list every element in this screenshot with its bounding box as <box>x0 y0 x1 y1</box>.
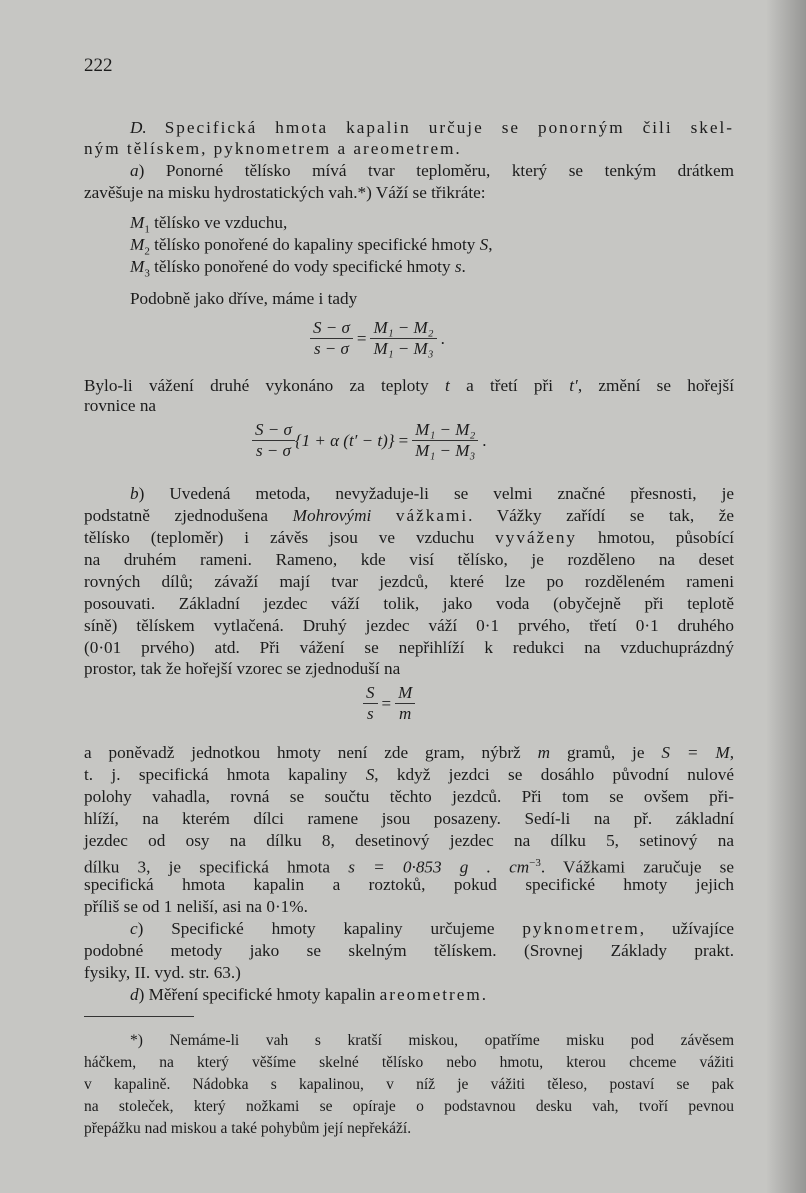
text-segment: ným tělískem, pyknometrem a areometrem. <box>84 139 462 158</box>
text-segment: a poněvadž jednotkou hmoty není zde gram, nýbrž <box>84 743 538 762</box>
text-segment: m <box>537 743 551 762</box>
text-line <box>130 919 734 939</box>
text-line <box>84 528 734 548</box>
text-line <box>84 396 734 416</box>
text-segment: hlíží, na kterém dílci ramene jsou posazeny. Sedí-li na př. základní <box>84 809 734 828</box>
text-segment: vyváženy <box>495 528 578 547</box>
eq3-rhs-denominator: m <box>399 704 412 723</box>
text-line <box>130 484 734 504</box>
text-segment: areometrem <box>379 985 482 1004</box>
eq2-rhs-numerator: M₁ − M₂ <box>412 420 478 441</box>
text-segment: t′ <box>569 376 578 395</box>
text-line <box>84 941 734 961</box>
eq2-temperature-factor: {1 + α (t′ − t)} <box>294 430 395 450</box>
text-line <box>84 963 734 983</box>
text-segment: a <box>130 161 139 180</box>
text-line <box>84 139 734 159</box>
eq3-lhs-denominator: s <box>366 704 374 723</box>
equation-3 <box>363 683 415 724</box>
eq2-lhs-numerator: S − σ <box>252 420 295 441</box>
text-segment: tělísko ve vzduchu, <box>149 213 288 232</box>
text-segment: rovnice na <box>84 396 157 415</box>
footnote-line <box>84 1075 734 1095</box>
footnote-divider <box>84 1016 194 1017</box>
text-line <box>84 638 734 658</box>
text-segment: −3 <box>529 857 541 869</box>
text-segment: s = 0·853 g . cm <box>348 857 530 877</box>
text-segment: D. <box>130 118 147 137</box>
footnote-line <box>84 1053 734 1073</box>
footnote-line <box>84 1097 734 1117</box>
footnote-line <box>130 1031 734 1051</box>
text-segment: . <box>461 257 466 276</box>
text-line <box>84 875 734 895</box>
text-line <box>130 985 734 1005</box>
text-segment: podobné metody jako se skelným tělískem. (Srovnej Základy prakt. <box>84 941 734 960</box>
text-segment: gramů, je <box>550 743 662 762</box>
text-segment: , změní se hořejší <box>577 376 735 395</box>
text-line <box>130 289 730 309</box>
text-segment: v kapalině. Nádobka s kapalinou, v níž je vážiti těleso, postaví se pak <box>84 1076 734 1093</box>
text-segment: d <box>130 985 139 1004</box>
text-segment: s <box>454 257 462 276</box>
eq1-lhs-denominator: s − σ <box>313 339 349 358</box>
text-segment: zavěšuje na misku hydrostatických vah.*) Váží se třikráte: <box>84 183 486 202</box>
text-segment: rovných dílů; závaží mají tvar jezdců, které lze po rozděleném rameni <box>84 572 734 591</box>
text-segment: . Vážkami zaručuje se <box>540 857 734 877</box>
page-number: 222 <box>84 55 113 76</box>
text-segment: tělísko ponořené do vody specifické hmoty <box>149 257 455 276</box>
text-line <box>84 765 734 785</box>
text-segment: ) Specifické hmoty kapaliny určujeme <box>137 919 523 938</box>
text-line <box>130 257 730 283</box>
text-line <box>84 897 734 917</box>
text-segment: 3 <box>144 267 150 280</box>
text-segment: specifická hmota kapalin a roztoků, pokud specifické hmoty jejich <box>84 875 734 894</box>
eq2-equals: = <box>398 430 409 450</box>
text-segment: M <box>130 235 145 254</box>
text-line <box>84 550 734 570</box>
text-segment: b <box>130 484 139 503</box>
text-segment: posouvati. Základní jezdec váží tolik, jako voda (obyčejně při teplotě <box>84 594 734 613</box>
text-line <box>84 659 734 679</box>
text-line <box>84 809 734 829</box>
text-line <box>84 616 734 636</box>
text-segment: hmotou, působící <box>577 528 734 547</box>
text-segment: , <box>729 743 734 762</box>
text-segment: síně) tělískem vytlačená. Druhý jezdec váží 0·1 prvého, třetí 0·1 druhého <box>84 616 734 635</box>
text-segment: podstatně zjednodušena <box>84 506 293 525</box>
text-segment: na druhém rameni. Rameno, kde visí tělísko, je rozděleno na deset <box>84 550 734 569</box>
eq1-period: . <box>440 328 445 348</box>
eq2-rhs-denominator: M₁ − M₃ <box>415 441 476 460</box>
text-segment: 2 <box>144 245 150 258</box>
text-segment: Specifická hmota kapalin určuje se ponorným čili skel- <box>146 118 734 137</box>
equation-2 <box>252 420 491 461</box>
text-segment: pyknometrem <box>522 919 640 938</box>
eq1-equals: = <box>356 328 367 348</box>
text-segment: dílku 3, je specifická hmota <box>84 857 349 877</box>
text-segment: ) Ponorné tělísko mívá tvar teploměru, který se tenkým drátkem <box>138 161 734 180</box>
text-segment: vážkami <box>395 506 469 525</box>
text-line <box>84 743 734 763</box>
eq3-equals: = <box>381 693 392 713</box>
text-line <box>84 506 734 526</box>
text-segment: M <box>130 213 145 232</box>
text-segment: fysiky, II. vyd. str. 63.) <box>84 963 241 982</box>
text-line <box>130 118 734 138</box>
text-segment: (0·01 prvého) atd. Při vážení se nepřihlíží k redukci na vzduchuprázdný <box>84 638 734 657</box>
text-segment: prostor, tak že hořejší vzorec se zjednoduší na <box>84 659 401 678</box>
text-segment: M <box>130 257 145 276</box>
text-segment: S = M <box>661 743 730 762</box>
text-line <box>84 376 734 396</box>
text-line <box>84 572 734 592</box>
text-segment: Mohrovými <box>292 506 372 525</box>
text-segment: , <box>488 235 493 254</box>
text-segment: tělísko ponořené do kapaliny specifické hmoty <box>149 235 480 254</box>
eq1-rhs-numerator: M₁ − M₂ <box>370 318 436 339</box>
text-segment: , užívajíce <box>639 919 734 938</box>
text-segment: 1 <box>144 223 150 236</box>
text-segment: jezdec od osy na dílku 8, desetinový jezdec na dílku 5, setinový na <box>84 831 734 850</box>
text-segment: t <box>445 376 450 395</box>
text-segment: háčkem, na který věšíme skelné tělísko nebo hmotu, kterou chceme vážiti <box>84 1054 734 1071</box>
text-segment: ) Uvedená metoda, nevyžaduje-li se velmi značné přesnosti, je <box>138 484 734 503</box>
eq1-rhs-denominator: M₁ − M₃ <box>373 339 434 358</box>
text-segment: a třetí při <box>449 376 570 395</box>
text-segment: . Vážky zařídí se tak, že <box>468 506 735 525</box>
eq3-lhs-numerator: S <box>363 683 378 704</box>
text-segment <box>371 506 396 525</box>
eq3-rhs-numerator: M <box>395 683 415 704</box>
eq2-period: . <box>482 430 487 450</box>
text-segment: c <box>130 919 138 938</box>
text-segment: na stoleček, který nožkami se opíraje o podstavnou desku vah, tvoří pevnou <box>84 1098 734 1115</box>
footnote-line <box>84 1119 734 1139</box>
equation-1 <box>310 318 449 359</box>
text-segment: Bylo-li vážení druhé vykonáno za teploty <box>84 376 446 395</box>
eq2-lhs-denominator: s − σ <box>255 441 291 460</box>
text-line <box>84 183 734 203</box>
text-segment: . <box>481 985 486 1004</box>
text-segment: Podobně jako dříve, máme i tady <box>130 289 358 308</box>
text-segment: přepážku nad miskou a také pohybům její nepřekáží. <box>84 1120 412 1137</box>
text-segment: tělísko (teploměr) i závěs jsou ve vzduchu <box>84 528 496 547</box>
page-edge-shadow <box>766 0 806 1193</box>
text-segment: t. j. specifická hmota kapaliny <box>84 765 366 784</box>
text-line <box>84 594 734 614</box>
text-segment: ) Měření specifické hmoty kapalin <box>138 985 380 1004</box>
text-line <box>84 831 734 851</box>
text-segment: příliš se od 1 neliší, asi na 0·1%. <box>84 897 308 916</box>
text-segment: S <box>365 765 375 784</box>
text-segment: *) Nemáme-li vah s kratší miskou, opatříme misku pod závěsem <box>130 1032 734 1049</box>
text-line <box>130 161 734 181</box>
text-segment: polohy vahadla, rovná se součtu těchto jezdců. Při tom se ovšem při- <box>84 787 734 806</box>
text-segment: , když jezdci se dosáhlo původní nulové <box>374 765 734 784</box>
text-segment: S <box>479 235 489 254</box>
text-line <box>84 787 734 807</box>
eq1-lhs-numerator: S − σ <box>310 318 353 339</box>
